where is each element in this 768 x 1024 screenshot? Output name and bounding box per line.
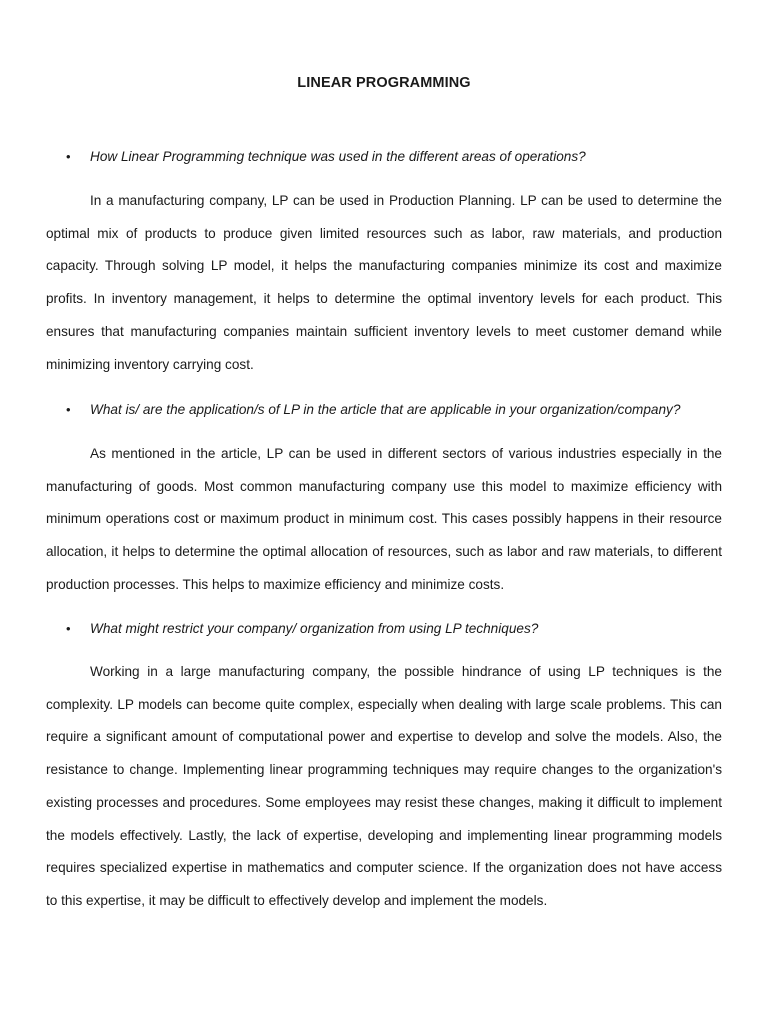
question-3-text: What might restrict your company/ organization from using LP techniques? (90, 621, 539, 636)
question-2-text: What is/ are the application/s of LP in the article that are applicable in your organization/company? (90, 402, 681, 417)
question-3 (46, 619, 722, 639)
answer-3-paragraph: Working in a large manufacturing company, the possible hindrance of using LP techniques is the complexity. LP models can become quite complex, especially when dealing with large scale problems. This can require a significant amount of computational power and expertise to develop and solve the models. Also, the resistance to change. Implementing linear programming techniques may require changes to the organization's existing processes and procedures. Some employees may resist these changes, making it difficult to implement the models effectively. Lastly, the lack of expertise, developing and implementing linear programming models requires specialized expertise in mathematics and computer science. If the organization does not have access to this expertise, it may be difficult to effectively develop and implement the models. (46, 664, 722, 908)
question-1-text: How Linear Programming technique was used in the different areas of operations? (90, 149, 586, 164)
bullet-icon: • (66, 149, 71, 164)
question-2 (46, 400, 722, 420)
answer-2-paragraph: As mentioned in the article, LP can be used in different sectors of various industries especially in the manufacturing of goods. Most common manufacturing company use this model to maximize efficiency with minimum operations cost or maximum product in minimum cost. This cases possibly happens in their resource allocation, it helps to determine the optimal allocation of resources, such as labor and raw materials, to different production processes. This helps to maximize efficiency and minimize costs. (46, 446, 722, 592)
bullet-icon: • (66, 402, 71, 417)
question-1 (46, 147, 722, 167)
bullet-icon: • (66, 621, 71, 636)
answer-1-paragraph: In a manufacturing company, LP can be used in Production Planning. LP can be used to determine the optimal mix of products to produce given limited resources such as labor, raw materials, and production capacity. Through solving LP model, it helps the manufacturing companies minimize its cost and maximize profits. In inventory management, it helps to determine the optimal inventory levels for each product. This ensures that manufacturing companies maintain sufficient inventory levels to meet customer demand while minimizing inventory carrying cost. (46, 193, 722, 372)
page-title: LINEAR PROGRAMMING (297, 75, 471, 91)
